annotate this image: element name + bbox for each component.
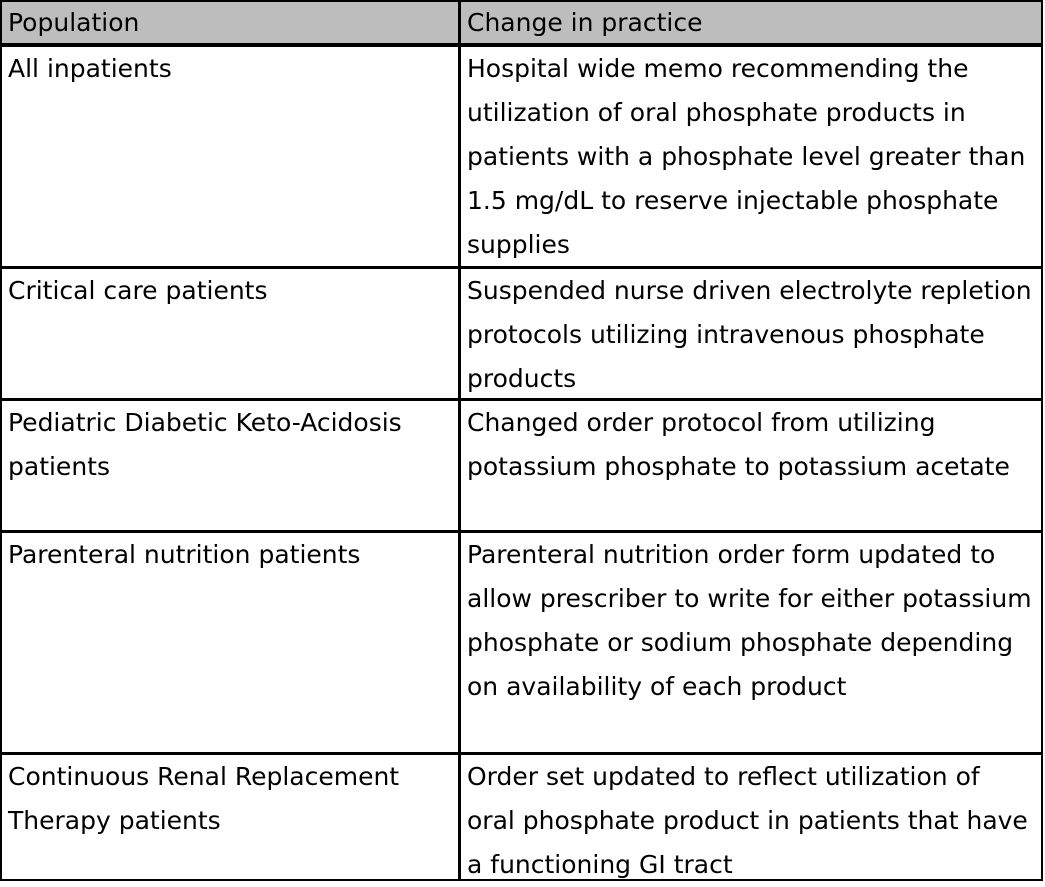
table-row [2, 401, 1041, 533]
table-row [2, 755, 1041, 881]
population-cell: Pediatric Diabetic Keto-Acidosis patients [2, 401, 461, 530]
population-cell: All inpatients [2, 47, 461, 266]
table-row [2, 533, 1041, 755]
change-cell: Order set updated to reflect utilization of oral phosphate product in patients that have a functioning GI tract [467, 762, 1028, 879]
population-cell: Parenteral nutrition patients [2, 533, 461, 752]
population-cell: Critical care patients [2, 269, 461, 398]
table-row [2, 47, 1041, 269]
table-header-row [2, 2, 1041, 47]
population-cell: Continuous Renal Replacement Therapy patients [2, 755, 461, 881]
change-cell: Hospital wide memo recommending the utilization of oral phosphate products in patients with a phosphate level greater than 1.5 mg/dL to reserve injectable phosphate supplies [467, 54, 1026, 259]
change-cell: Changed order protocol from utilizing potassium phosphate to potassium acetate [467, 408, 1010, 481]
change-cell: Suspended nurse driven electrolyte repletion protocols utilizing intravenous phosphate products [467, 276, 1032, 393]
change-cell: Parenteral nutrition order form updated to allow prescriber to write for either potassium phosphate or sodium phosphate depending on availability of each product [467, 540, 1032, 701]
table-row [2, 269, 1041, 401]
header-change-in-practice: Change in practice [467, 8, 703, 37]
header-population: Population [2, 2, 461, 43]
